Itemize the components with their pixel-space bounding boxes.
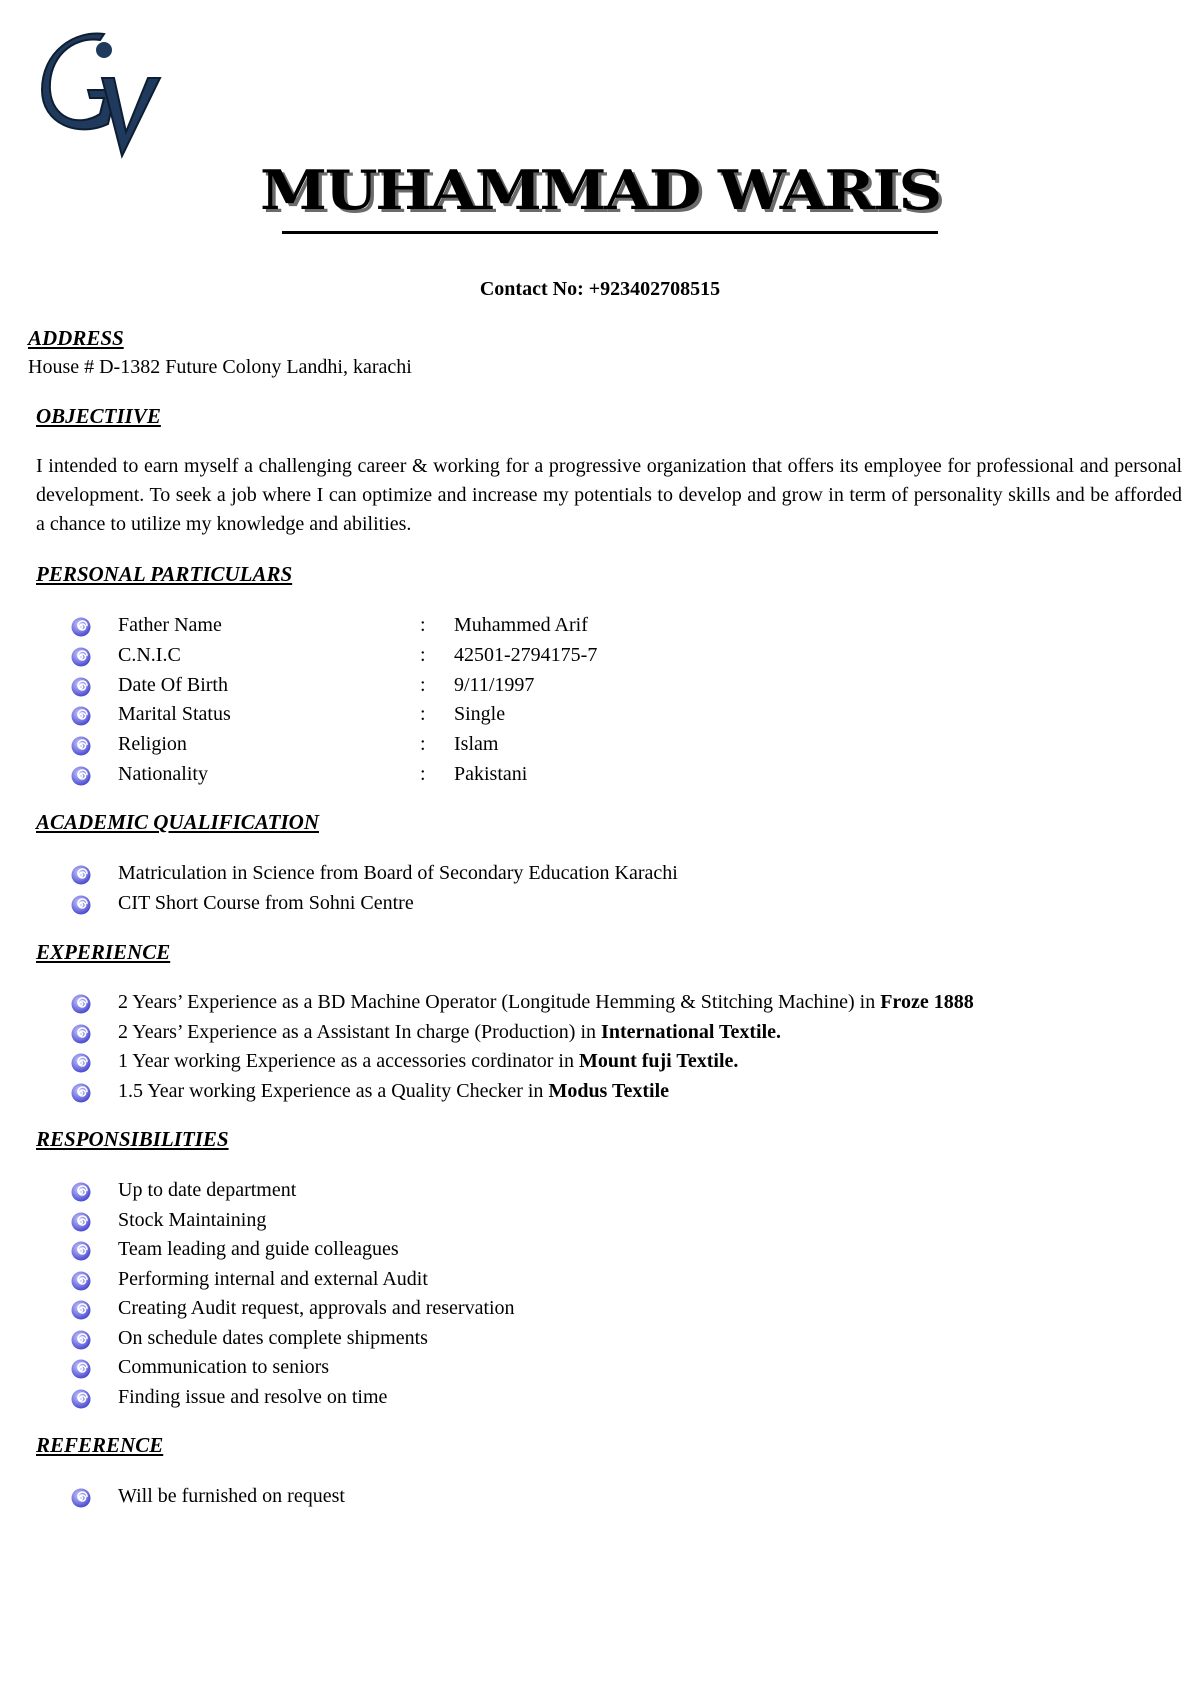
spiral-bullet-icon xyxy=(70,864,92,886)
list-item xyxy=(0,1238,1200,1267)
experience-item xyxy=(118,1050,738,1073)
personal-value: 42501-2794175-7 xyxy=(454,644,598,666)
experience-company: International Textile. xyxy=(601,1021,782,1043)
list-item xyxy=(0,1179,1200,1208)
spiral-bullet-icon xyxy=(70,894,92,916)
personal-colon: : xyxy=(420,614,426,636)
responsibility-item: Communication to seniors xyxy=(118,1356,330,1378)
responsibility-item: On schedule dates complete shipments xyxy=(118,1327,428,1349)
personal-value: Single xyxy=(454,703,506,725)
personal-label: C.N.I.C xyxy=(118,644,181,666)
personal-row xyxy=(0,614,1200,643)
experience-company: Mount fuji Textile. xyxy=(578,1050,739,1072)
academic-heading: ACADEMIC QUALIFICATION xyxy=(36,810,319,834)
spiral-bullet-icon xyxy=(70,1211,92,1233)
spiral-bullet-icon xyxy=(70,1358,92,1380)
list-item xyxy=(0,1356,1200,1385)
personal-value: 9/11/1997 xyxy=(454,674,535,696)
experience-item xyxy=(118,1021,781,1044)
experience-company: Modus Textile xyxy=(548,1080,670,1102)
personal-value: Islam xyxy=(454,733,499,755)
candidate-name: MUHAMMAD WARIS xyxy=(260,158,940,222)
personal-row xyxy=(0,703,1200,732)
personal-colon: : xyxy=(420,644,426,666)
academic-item: CIT Short Course from Sohni Centre xyxy=(118,892,414,914)
address-heading: ADDRESS xyxy=(28,326,124,350)
spiral-bullet-icon xyxy=(70,1299,92,1321)
reference-item: Will be furnished on request xyxy=(118,1485,345,1507)
list-item xyxy=(0,892,1200,921)
list-item xyxy=(0,1268,1200,1297)
responsibility-item: Creating Audit request, approvals and reservation xyxy=(118,1297,515,1319)
personal-heading: PERSONAL PARTICULARS xyxy=(36,562,293,586)
personal-row xyxy=(0,644,1200,673)
personal-row xyxy=(0,674,1200,703)
spiral-bullet-icon xyxy=(70,993,92,1015)
responsibility-item: Performing internal and external Audit xyxy=(118,1268,428,1290)
spiral-bullet-icon xyxy=(70,765,92,787)
spiral-bullet-icon xyxy=(70,1240,92,1262)
personal-label: Nationality xyxy=(118,763,208,785)
experience-heading: EXPERIENCE xyxy=(36,940,171,964)
objective-heading: OBJECTIIVE xyxy=(36,404,161,428)
responsibility-item: Up to date department xyxy=(118,1179,297,1201)
spiral-bullet-icon xyxy=(70,1181,92,1203)
spiral-bullet-icon xyxy=(70,616,92,638)
list-item xyxy=(0,1485,1200,1514)
personal-colon: : xyxy=(420,733,426,755)
experience-role: 2 Years’ Experience as a BD Machine Operator (Longitude Hemming & Stitching Machine) in xyxy=(118,991,881,1013)
spiral-bullet-icon xyxy=(70,705,92,727)
name-underline xyxy=(282,231,938,234)
personal-colon: : xyxy=(420,703,426,725)
list-item xyxy=(0,991,1200,1020)
spiral-bullet-icon xyxy=(70,1329,92,1351)
list-item xyxy=(0,862,1200,891)
responsibilities-heading: RESPONSIBILITIES xyxy=(36,1127,229,1151)
responsibility-item: Stock Maintaining xyxy=(118,1209,267,1231)
experience-item xyxy=(118,1080,669,1103)
personal-row xyxy=(0,733,1200,762)
personal-colon: : xyxy=(420,763,426,785)
spiral-bullet-icon xyxy=(70,1023,92,1045)
spiral-bullet-icon xyxy=(70,1082,92,1104)
personal-label: Marital Status xyxy=(118,703,231,725)
contact-number: Contact No: +923402708515 xyxy=(479,278,721,300)
responsibility-item: Team leading and guide colleagues xyxy=(118,1238,399,1260)
personal-value: Muhammed Arif xyxy=(454,614,588,636)
spiral-bullet-icon xyxy=(70,676,92,698)
personal-colon: : xyxy=(420,674,426,696)
personal-label: Father Name xyxy=(118,614,222,636)
gv-logo-icon xyxy=(38,28,173,163)
list-item xyxy=(0,1386,1200,1415)
personal-label: Religion xyxy=(118,733,187,755)
experience-role: 1.5 Year working Experience as a Quality Checker in xyxy=(118,1080,549,1102)
responsibility-item: Finding issue and resolve on time xyxy=(118,1386,388,1408)
experience-company: Froze 1888 xyxy=(880,991,974,1013)
address-text: House # D-1382 Future Colony Landhi, karachi xyxy=(28,356,412,378)
personal-value: Pakistani xyxy=(454,763,528,785)
spiral-bullet-icon xyxy=(70,1270,92,1292)
list-item xyxy=(0,1050,1200,1079)
objective-text: I intended to earn myself a challenging career & working for a progressive organization that offers its employee for professional and personal development. To seek a job where I can optimize and increase my potentials to develop and grow in term of personality skills and be afforded a chance to utilize my knowledge and abilities. xyxy=(36,455,1182,535)
reference-heading: REFERENCE xyxy=(36,1433,164,1457)
list-item xyxy=(0,1297,1200,1326)
list-item xyxy=(0,1327,1200,1356)
experience-role: 2 Years’ Experience as a Assistant In charge (Production) in xyxy=(118,1021,602,1043)
spiral-bullet-icon xyxy=(70,1388,92,1410)
spiral-bullet-icon xyxy=(70,1487,92,1509)
list-item xyxy=(0,1080,1200,1109)
spiral-bullet-icon xyxy=(70,735,92,757)
academic-item: Matriculation in Science from Board of Secondary Education Karachi xyxy=(118,862,678,884)
experience-item xyxy=(118,991,974,1014)
experience-role: 1 Year working Experience as a accessories cordinator in xyxy=(118,1050,579,1072)
list-item xyxy=(0,1021,1200,1050)
spiral-bullet-icon xyxy=(70,1052,92,1074)
spiral-bullet-icon xyxy=(70,646,92,668)
personal-row xyxy=(0,763,1200,792)
list-item xyxy=(0,1209,1200,1238)
personal-label: Date Of Birth xyxy=(118,674,228,696)
